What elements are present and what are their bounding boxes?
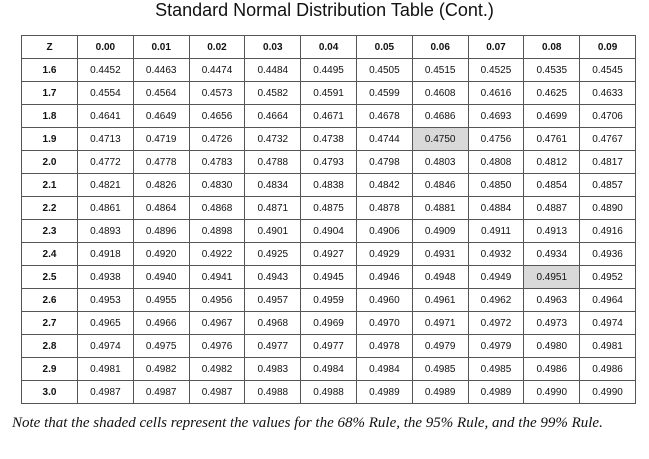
probability-cell: 0.4484 [245,59,301,82]
table-row [22,174,636,197]
probability-cell: 0.4633 [580,82,636,105]
probability-cell: 0.4985 [412,358,468,381]
probability-cell: 0.4981 [580,335,636,358]
probability-cell: 0.4987 [189,381,245,404]
probability-cell: 0.4793 [301,151,357,174]
probability-cell: 0.4931 [412,243,468,266]
probability-cell: 0.4972 [468,312,524,335]
probability-cell: 0.4842 [356,174,412,197]
probability-cell: 0.4985 [468,358,524,381]
probability-cell: 0.4808 [468,151,524,174]
z-value-cell: 2.0 [22,151,78,174]
probability-cell: 0.4977 [245,335,301,358]
probability-cell: 0.4875 [301,197,357,220]
probability-cell: 0.4953 [78,289,134,312]
probability-cell: 0.4945 [301,266,357,289]
probability-cell: 0.4463 [133,59,189,82]
probability-cell: 0.4893 [78,220,134,243]
probability-cell: 0.4938 [78,266,134,289]
probability-cell: 0.4474 [189,59,245,82]
probability-cell: 0.4976 [189,335,245,358]
probability-cell: 0.4952 [580,266,636,289]
probability-cell: 0.4535 [524,59,580,82]
column-header: 0.08 [524,36,580,59]
probability-cell: 0.4767 [580,128,636,151]
probability-cell: 0.4989 [468,381,524,404]
column-header: 0.00 [78,36,134,59]
probability-cell: 0.4525 [468,59,524,82]
z-value-cell: 1.9 [22,128,78,151]
probability-cell: 0.4821 [78,174,134,197]
probability-cell: 0.4846 [412,174,468,197]
probability-cell: 0.4965 [78,312,134,335]
probability-cell: 0.4989 [412,381,468,404]
probability-cell: 0.4878 [356,197,412,220]
probability-cell: 0.4693 [468,105,524,128]
probability-cell: 0.4817 [580,151,636,174]
probability-cell: 0.4834 [245,174,301,197]
column-header: 0.05 [356,36,412,59]
probability-cell: 0.4505 [356,59,412,82]
table-note: Note that the shaded cells represent the values for the 68% Rule, the 95% Rule, and the 99% Rule. [12,415,603,431]
z-value-cell: 2.2 [22,197,78,220]
probability-cell: 0.4616 [468,82,524,105]
probability-cell: 0.4927 [301,243,357,266]
probability-cell: 0.4983 [245,358,301,381]
probability-cell: 0.4830 [189,174,245,197]
z-value-cell: 2.8 [22,335,78,358]
probability-cell: 0.4964 [580,289,636,312]
table-body [22,59,636,404]
z-value-cell: 2.1 [22,174,78,197]
probability-cell: 0.4798 [356,151,412,174]
column-header: 0.04 [301,36,357,59]
probability-cell: 0.4946 [356,266,412,289]
table-row [22,197,636,220]
table-row [22,289,636,312]
probability-cell: 0.4599 [356,82,412,105]
probability-cell: 0.4981 [78,358,134,381]
probability-cell: 0.4977 [301,335,357,358]
probability-cell: 0.4974 [580,312,636,335]
probability-cell: 0.4974 [78,335,134,358]
probability-cell: 0.4649 [133,105,189,128]
probability-cell: 0.4625 [524,82,580,105]
probability-cell: 0.4838 [301,174,357,197]
probability-cell: 0.4988 [301,381,357,404]
table-row [22,358,636,381]
probability-cell: 0.4564 [133,82,189,105]
probability-cell: 0.4826 [133,174,189,197]
table-row [22,243,636,266]
probability-cell: 0.4948 [412,266,468,289]
probability-cell: 0.4990 [524,381,580,404]
column-header: Z [22,36,78,59]
table-row [22,266,636,289]
table-row [22,381,636,404]
probability-cell: 0.4960 [356,289,412,312]
probability-cell: 0.4961 [412,289,468,312]
column-header: 0.01 [133,36,189,59]
probability-cell: 0.4925 [245,243,301,266]
probability-cell: 0.4936 [580,243,636,266]
z-value-cell: 1.7 [22,82,78,105]
probability-cell: 0.4864 [133,197,189,220]
probability-cell: 0.4726 [189,128,245,151]
column-header: 0.02 [189,36,245,59]
probability-cell: 0.4909 [412,220,468,243]
probability-cell: 0.4911 [468,220,524,243]
probability-cell: 0.4706 [580,105,636,128]
table-row [22,82,636,105]
probability-cell: 0.4932 [468,243,524,266]
z-value-cell: 2.4 [22,243,78,266]
probability-cell: 0.4988 [245,381,301,404]
probability-cell: 0.4918 [78,243,134,266]
probability-cell: 0.4929 [356,243,412,266]
probability-cell: 0.4896 [133,220,189,243]
probability-cell: 0.4515 [412,59,468,82]
probability-cell: 0.4971 [412,312,468,335]
table-row [22,335,636,358]
probability-cell: 0.4554 [78,82,134,105]
probability-cell: 0.4656 [189,105,245,128]
probability-cell: 0.4591 [301,82,357,105]
probability-cell: 0.4904 [301,220,357,243]
probability-cell: 0.4979 [412,335,468,358]
probability-cell: 0.4984 [301,358,357,381]
probability-cell: 0.4881 [412,197,468,220]
probability-cell: 0.4641 [78,105,134,128]
shaded-probability-cell: 0.4750 [412,128,468,151]
probability-cell: 0.4922 [189,243,245,266]
column-header: 0.07 [468,36,524,59]
probability-cell: 0.4664 [245,105,301,128]
probability-cell: 0.4713 [78,128,134,151]
probability-cell: 0.4812 [524,151,580,174]
probability-cell: 0.4719 [133,128,189,151]
probability-cell: 0.4868 [189,197,245,220]
probability-cell: 0.4732 [245,128,301,151]
header-row [22,36,636,59]
probability-cell: 0.4778 [133,151,189,174]
probability-cell: 0.4756 [468,128,524,151]
probability-cell: 0.4545 [580,59,636,82]
shaded-probability-cell: 0.4951 [524,266,580,289]
probability-cell: 0.4671 [301,105,357,128]
probability-cell: 0.4920 [133,243,189,266]
probability-cell: 0.4906 [356,220,412,243]
table-row [22,59,636,82]
probability-cell: 0.4986 [524,358,580,381]
probability-cell: 0.4987 [78,381,134,404]
probability-cell: 0.4987 [133,381,189,404]
probability-cell: 0.4573 [189,82,245,105]
probability-cell: 0.4783 [189,151,245,174]
probability-cell: 0.4861 [78,197,134,220]
table-row [22,151,636,174]
probability-cell: 0.4887 [524,197,580,220]
probability-cell: 0.4871 [245,197,301,220]
probability-cell: 0.4901 [245,220,301,243]
probability-cell: 0.4975 [133,335,189,358]
probability-cell: 0.4970 [356,312,412,335]
probability-cell: 0.4969 [301,312,357,335]
z-value-cell: 2.9 [22,358,78,381]
z-value-cell: 2.6 [22,289,78,312]
probability-cell: 0.4857 [580,174,636,197]
probability-cell: 0.4898 [189,220,245,243]
probability-cell: 0.4941 [189,266,245,289]
probability-cell: 0.4963 [524,289,580,312]
z-value-cell: 2.3 [22,220,78,243]
table-title: Standard Normal Distribution Table (Cont.) [155,0,494,20]
probability-cell: 0.4678 [356,105,412,128]
probability-cell: 0.4967 [189,312,245,335]
table-row [22,128,636,151]
column-header: 0.03 [245,36,301,59]
probability-cell: 0.4608 [412,82,468,105]
probability-cell: 0.4990 [580,381,636,404]
probability-cell: 0.4982 [133,358,189,381]
probability-cell: 0.4943 [245,266,301,289]
probability-cell: 0.4968 [245,312,301,335]
probability-cell: 0.4955 [133,289,189,312]
z-value-cell: 1.8 [22,105,78,128]
probability-cell: 0.4761 [524,128,580,151]
probability-cell: 0.4940 [133,266,189,289]
probability-cell: 0.4788 [245,151,301,174]
probability-cell: 0.4973 [524,312,580,335]
probability-cell: 0.4949 [468,266,524,289]
probability-cell: 0.4772 [78,151,134,174]
probability-cell: 0.4978 [356,335,412,358]
probability-cell: 0.4803 [412,151,468,174]
probability-cell: 0.4959 [301,289,357,312]
table-row [22,105,636,128]
probability-cell: 0.4957 [245,289,301,312]
z-value-cell: 2.7 [22,312,78,335]
probability-cell: 0.4916 [580,220,636,243]
probability-cell: 0.4582 [245,82,301,105]
probability-cell: 0.4934 [524,243,580,266]
probability-cell: 0.4979 [468,335,524,358]
column-header: 0.06 [412,36,468,59]
probability-cell: 0.4744 [356,128,412,151]
probability-cell: 0.4699 [524,105,580,128]
table-row [22,312,636,335]
probability-cell: 0.4956 [189,289,245,312]
table-row [22,220,636,243]
probability-cell: 0.4452 [78,59,134,82]
z-value-cell: 1.6 [22,59,78,82]
probability-cell: 0.4986 [580,358,636,381]
probability-cell: 0.4890 [580,197,636,220]
probability-cell: 0.4738 [301,128,357,151]
probability-cell: 0.4982 [189,358,245,381]
probability-cell: 0.4495 [301,59,357,82]
probability-cell: 0.4913 [524,220,580,243]
z-value-cell: 3.0 [22,381,78,404]
probability-cell: 0.4989 [356,381,412,404]
z-value-cell: 2.5 [22,266,78,289]
probability-cell: 0.4850 [468,174,524,197]
probability-cell: 0.4854 [524,174,580,197]
probability-cell: 0.4686 [412,105,468,128]
probability-cell: 0.4966 [133,312,189,335]
z-table [21,35,636,404]
probability-cell: 0.4984 [356,358,412,381]
probability-cell: 0.4884 [468,197,524,220]
probability-cell: 0.4962 [468,289,524,312]
probability-cell: 0.4980 [524,335,580,358]
column-header: 0.09 [580,36,636,59]
